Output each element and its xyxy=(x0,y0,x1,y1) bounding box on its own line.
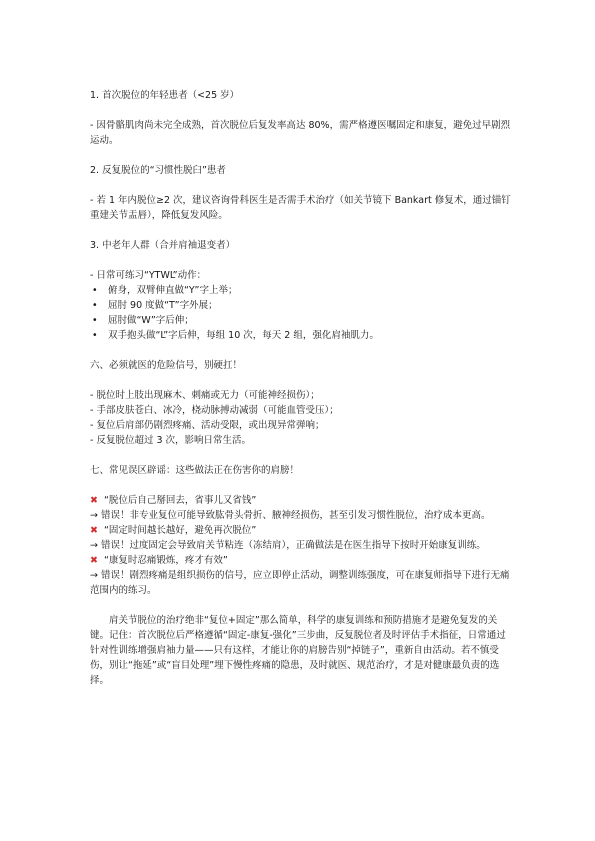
list-item xyxy=(90,328,512,343)
document-body xyxy=(90,88,512,688)
danger-signal-item: - 脱位时上肢出现麻木、刺痛或无力（可能神经损伤）； xyxy=(90,390,320,401)
list-item-text: 屈肘 90 度做“T”字外展； xyxy=(108,300,218,311)
section-1-title: 1. 首次脱位的年轻患者（<25 岁） xyxy=(90,90,240,101)
bullet-icon: • xyxy=(92,285,98,296)
section-2-text: - 若 1 年内脱位≥2 次，建议咨询骨科医生是否需手术治疗（如关节镜下 Bankart 修复术，通过锚钉重建关节盂唇），降低复发风险。 xyxy=(90,195,511,221)
cross-icon: ✖ xyxy=(90,525,98,536)
list-item-text: 俯身，双臂伸直做“Y”字上举； xyxy=(108,285,238,296)
section-1-text: - 因骨骼肌肉尚未完全成熟，首次脱位后复发率高达 80%，需严格遵医嘱固定和康复，避免过早剧烈运动。 xyxy=(90,120,511,146)
myth-answer: → 错误！剧烈疼痛是组织损伤的信号，应立即停止活动，调整训练强度，可在康复师指导下进行无痛范围内的练习。 xyxy=(90,570,510,596)
section-2-title: 2. 反复脱位的“习惯性脱臼”患者 xyxy=(90,165,226,176)
myth-statement xyxy=(90,523,512,538)
list-item xyxy=(90,283,512,298)
myth-answer: → 错误！非专业复位可能导致肱骨头骨折、腋神经损伤，甚至引发习惯性脱位，治疗成本更高。 xyxy=(90,510,491,521)
section-7-title: 七、常见误区辟谣：这些做法正在伤害你的肩膀！ xyxy=(90,465,300,476)
section-6-title: 六、必须就医的危险信号，别硬扛！ xyxy=(90,360,243,371)
danger-signal-item: - 复位后肩部仍剧烈疼痛、活动受限，或出现异常弹响； xyxy=(90,420,325,431)
section-3-intro: - 日常可练习“YTWL”动作： xyxy=(90,270,207,281)
bullet-icon: • xyxy=(92,330,98,341)
cross-icon: ✖ xyxy=(90,495,98,506)
list-item xyxy=(90,313,512,328)
myth-statement xyxy=(90,553,512,568)
cross-icon: ✖ xyxy=(90,555,98,566)
myth-text: “脱位后自己掰回去，省事儿又省钱” xyxy=(104,495,257,506)
bullet-icon: • xyxy=(92,315,98,326)
conclusion-paragraph: 肩关节脱位的治疗绝非“复位+固定”那么简单，科学的康复训练和预防措施才是避免复发的关键。记住：首次脱位后严格遵循“固定-康复-强化”三步曲，反复脱位者及时评估手术指征，日常通过针对性训练增强肩袖力量——只有这样，才能让你的肩膀告别“掉链子”，重新自由活动。若不慎受伤，别让“拖延”或“盲目处理”埋下慢性疼痛的隐患，及时就医、规范治疗，才是对健康最负责的选择。 xyxy=(90,615,506,686)
myth-text: “固定时间越长越好，避免再次脱位” xyxy=(104,525,257,536)
myth-answer: → 错误！过度固定会导致肩关节粘连（冻结肩），正确做法是在医生指导下按时开始康复训练。 xyxy=(90,540,486,551)
danger-signal-item: - 反复脱位超过 3 次，影响日常生活。 xyxy=(90,435,252,446)
list-item xyxy=(90,298,512,313)
list-item-text: 双手抱头做“L”字后伸，每组 10 次，每天 2 组，强化肩袖肌力。 xyxy=(108,330,379,341)
list-item-text: 屈肘做“W”字后伸； xyxy=(108,315,194,326)
section-3-title: 3. 中老年人群（合并肩袖退变者） xyxy=(90,240,236,251)
myth-text: “康复时忍痛锻炼，疼才有效” xyxy=(104,555,228,566)
bullet-icon: • xyxy=(92,300,98,311)
danger-signal-item: - 手部皮肤苍白、冰冷，桡动脉搏动减弱（可能血管受压）； xyxy=(90,405,339,416)
myth-statement xyxy=(90,493,512,508)
